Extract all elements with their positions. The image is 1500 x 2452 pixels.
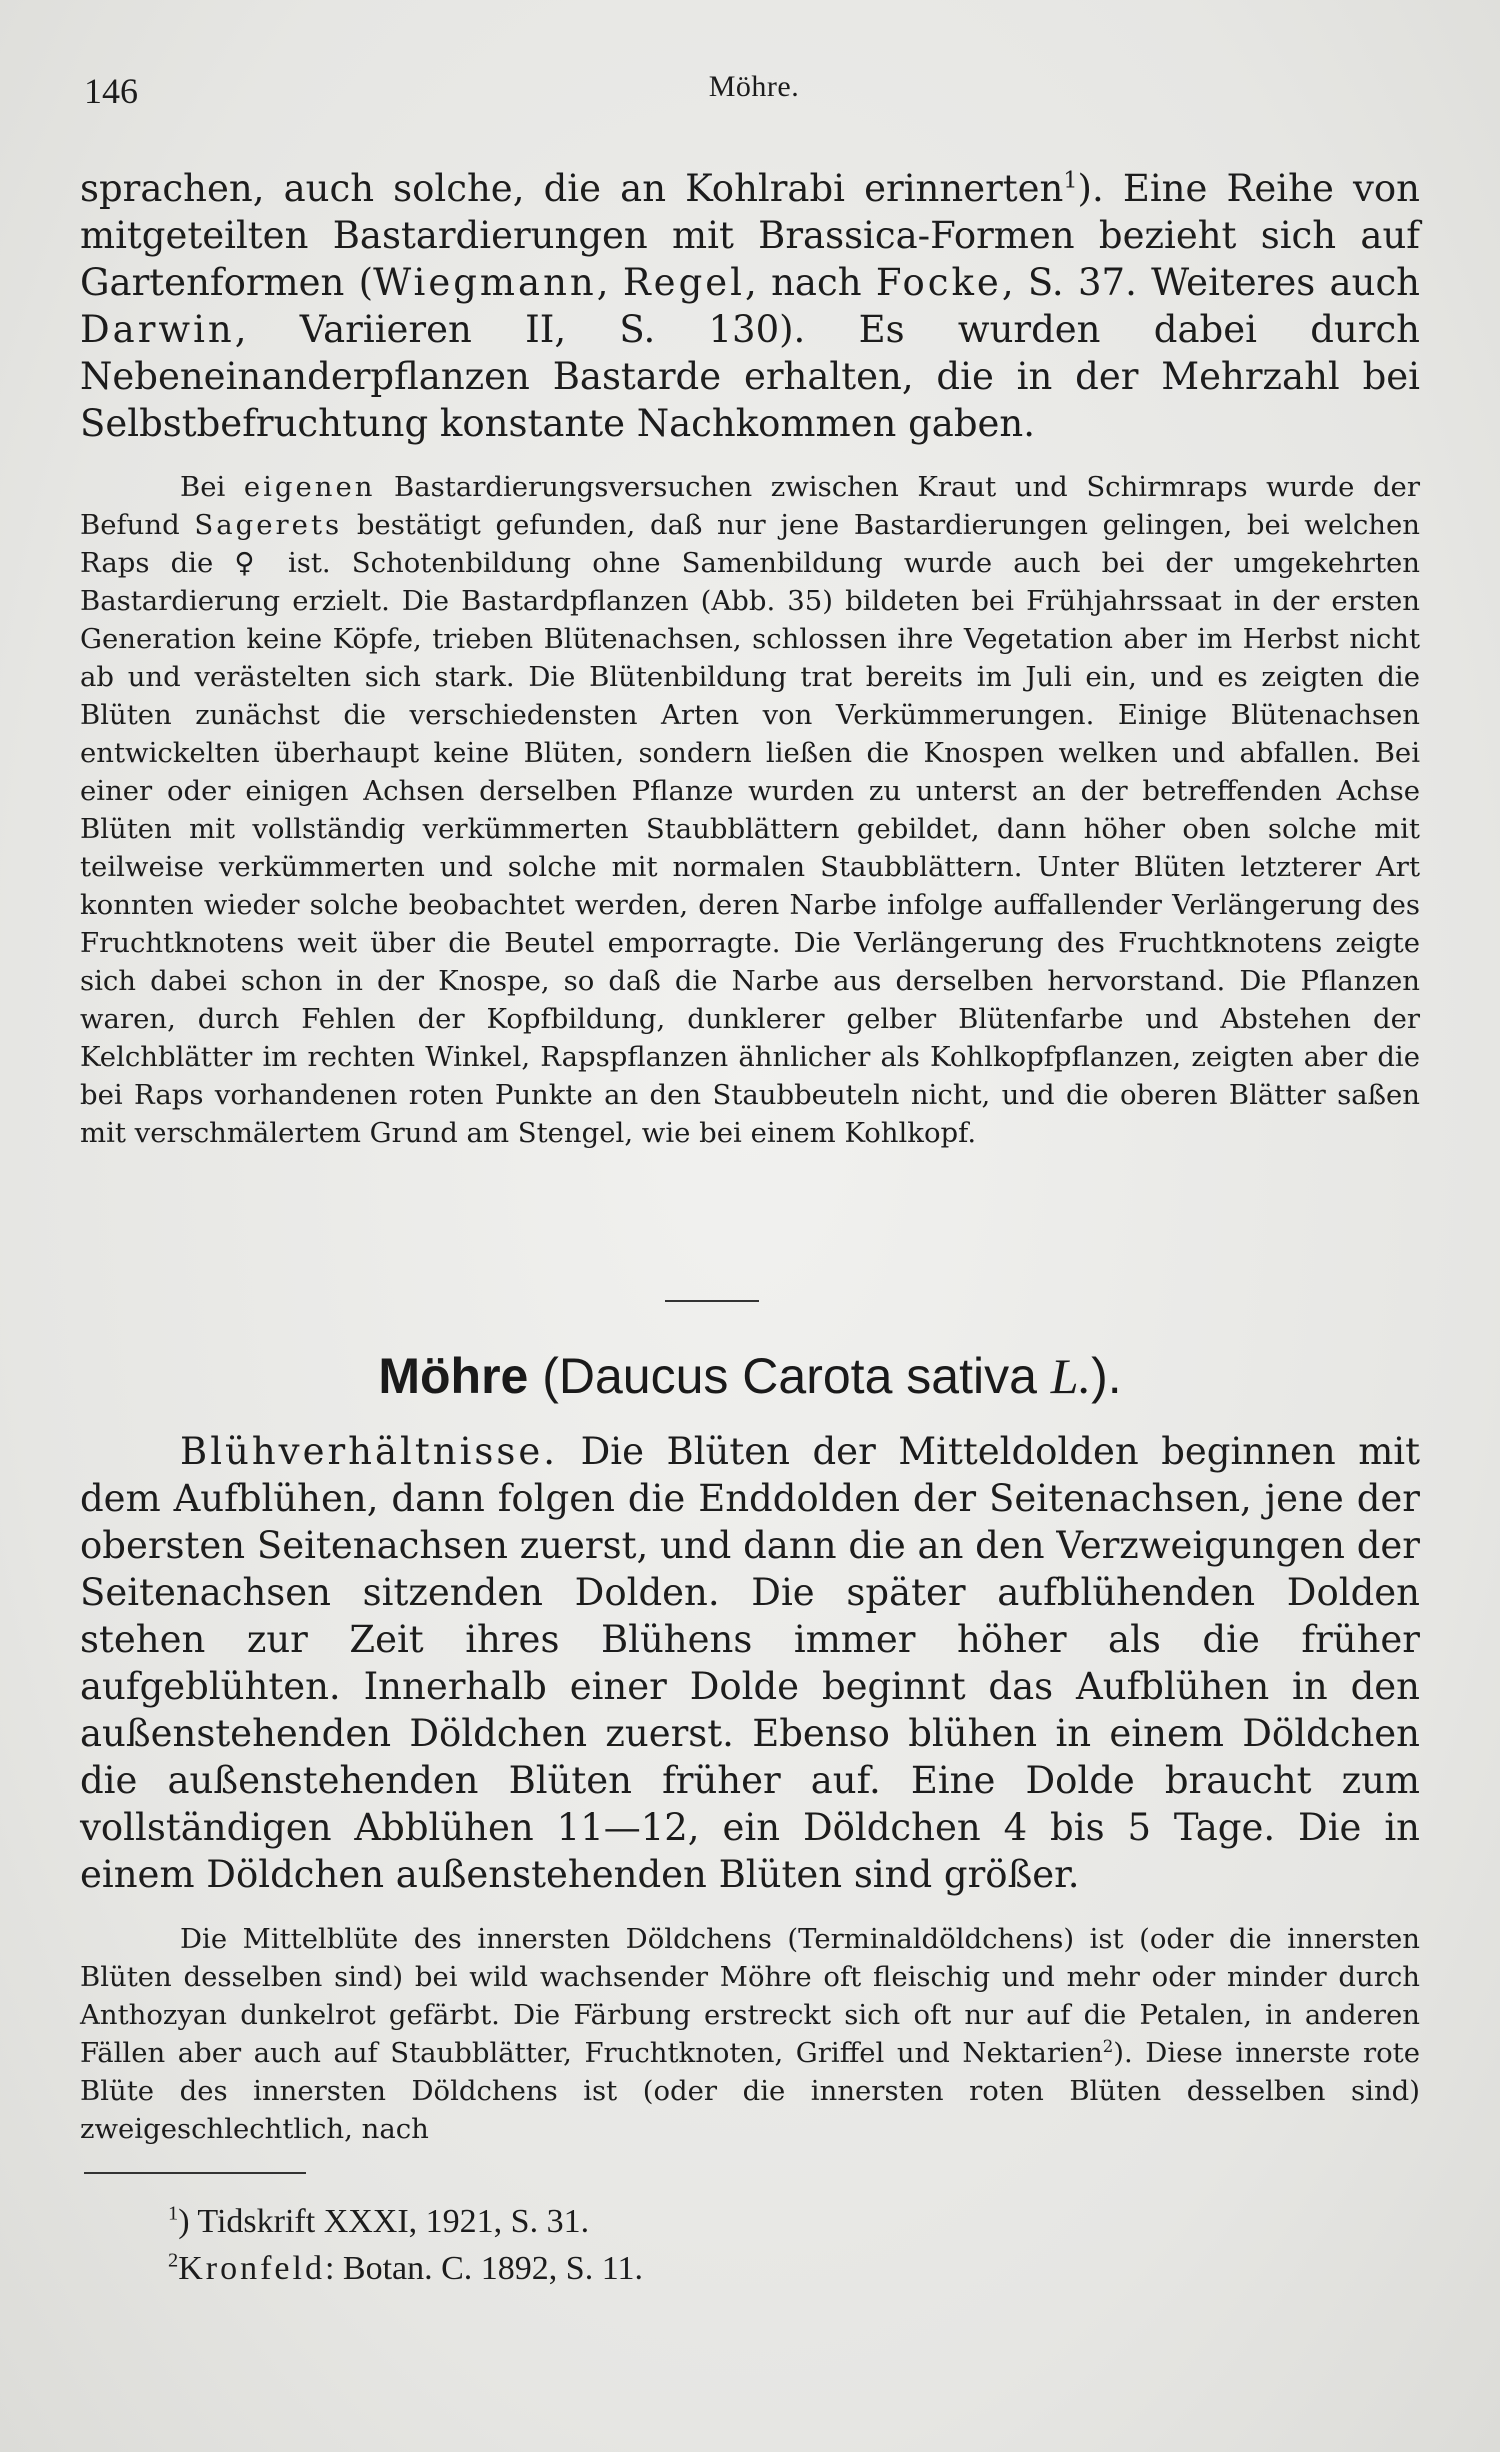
heading-moehre: Möhre (378, 1348, 529, 1404)
footnotes (168, 2198, 1368, 2292)
author-kronfeld: Kronfeld (178, 2250, 325, 2287)
footnote-2: $^2$Kronfeld: Botan. C. 1892, S. 11. (168, 2249, 643, 2287)
footnote-ref-1: 1 (1063, 167, 1078, 194)
footnote-ref-2: 2 (1102, 2036, 1114, 2056)
author-darwin: Darwin (80, 308, 235, 351)
heading-author: L. (1050, 1348, 1092, 1404)
label-bluehverhaeltnisse: Blühverhältnisse. (180, 1430, 559, 1473)
footnote-rule (84, 2172, 306, 2174)
author-regel: Regel (622, 261, 745, 304)
section-heading: Möhre (Daucus Carota sativa L.). (378, 1348, 1122, 1404)
footnote-1: $^1$) Tidskrift XXXI, 1921, S. 31. (168, 2202, 590, 2240)
mittelbluete-paragraph: Die Mittelblüte des innersten Döldchens (Terminaldöldchens) ist (oder die innersten Blüten desselben sind) bei wild wachsender Möhre oft fleischig und mehr oder minder durch Anthozyan dunkelrot gefärbt. Die Färbung erstreckt sich oft nur auf die Petalen, in anderen Fällen aber auch auf Staubblätter, Fruchtknoten, Griffel und Nektarien$^2$). Diese innerste rote Blüte des innersten Döldchens ist (oder die innersten roten Blüten desselben sind) zweigeschlechtlich, nach (80, 1923, 1420, 2145)
author-sagerets: Sagerets (194, 509, 343, 541)
section-divider (665, 1300, 759, 1302)
experiment-paragraph: Bei eigenen Bastardierungsversuchen zwischen Kraut und Schirmraps wurde der Befund Sagerets bestätigt gefunden, daß nur jene Bastardierungen gelingen, bei welchen Raps die ♀ ist. Schotenbildung ohne Samenbildung wurde auch bei der umgekehrten Bastardierung erzielt. Die Bastardpflanzen (Abb. 35) bildeten bei Frühjahrssaat in der ersten Generation keine Köpfe, trieben Blütenachsen, schlossen ihre Vegetation aber im Herbst nicht ab und verästelten sich stark. Die Blütenbildung trat bereits im Juli ein, und es zeigten die Blüten zunächst die verschiedensten Arten von Verkümmerungen. Einige Blütenachsen entwickelten überhaupt keine Blüten, sondern ließen die Knospen welken und abfallen. Bei einer oder einigen Achsen derselben Pflanze wurden zu unterst an der betreffenden Achse Blüten mit vollständig verkümmerten Staubblättern gebildet, dann höher oben solche mit teilweise verkümmerten und solche mit normalen Staubblättern. Unter Blüten letzterer Art konnten wieder solche beobachtet werden, deren Narbe infolge auffallender Verlängerung des Fruchtknotens weit über die Beutel emporragte. Die Verlängerung des Fruchtknotens zeigte sich dabei schon in der Knospe, so daß die Narbe aus derselben hervorstand. Die Pflanzen waren, durch Fehlen der Kopfbildung, dunklerer gelber Blütenfarbe und Abstehen der Kelchblätter im rechten Winkel, Rapspflanzen ähnlicher als Kohlkopfpflanzen, zeigten aber die bei Raps vorhandenen roten Punkte an den Staubbeuteln nicht, und die oberen Blätter saßen mit verschmälertem Grund am Stengel, wie bei einem Kohlkopf. (80, 471, 1420, 1149)
author-wiegmann: Wiegmann (373, 261, 597, 304)
emphasis-eigenen: eigenen (243, 471, 376, 503)
heading-latin: (Daucus Carota sativa (528, 1348, 1051, 1404)
page-header (84, 70, 1424, 110)
author-focke: Focke (875, 261, 1002, 304)
continuation-paragraph: sprachen, auch solche, die an Kohlrabi erinnerten$^1$). Eine Reihe von mitgeteilten Bastardierungen mit Brassica-Formen bezieht sich auf Gartenformen (Wiegmann, Regel, nach Focke, S. 37. Weiteres auch Darwin, Variieren II, S. 130). Es wurden dabei durch Nebeneinanderpflanzen Bastarde erhalten, die in der Mehrzahl bei Selbstbefruchtung konstante Nachkommen gaben. (80, 167, 1420, 445)
running-title: Möhre. (708, 70, 800, 103)
bluehverhaeltnisse-paragraph: Blühverhältnisse. Die Blüten der Mitteldolden beginnen mit dem Aufblühen, dann folgen die Enddolden der Seitenachsen, jene der obersten Seitenachsen zuerst, und dann die an den Verzweigungen der Seitenachsen sitzenden Dolden. Die später aufblühenden Dolden stehen zur Zeit ihres Blühens immer höher als die früher aufgeblühten. Innerhalb einer Dolde beginnt das Aufblühen in den außenstehenden Döldchen zuerst. Ebenso blühen in einem Döldchen die außenstehenden Blüten früher auf. Eine Dolde braucht zum vollständigen Abblühen 11—12, ein Döldchen 4 bis 5 Tage. Die in einem Döldchen außenstehenden Blüten sind größer. (80, 1430, 1420, 1896)
page-number: 146 (84, 71, 138, 111)
